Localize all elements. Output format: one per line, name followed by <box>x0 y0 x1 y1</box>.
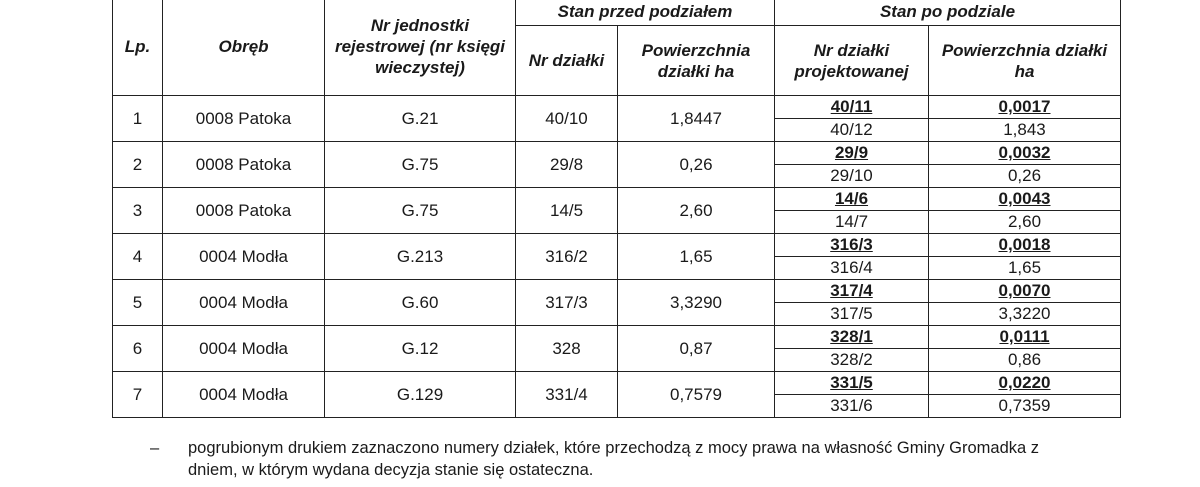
footnote-text: pogrubionym drukiem zaznaczono numery działek, które przechodzą z mocy prawa na własność Gminy Gromadka z dniem, w którym wydana decyzja stanie się ostateczna. <box>188 439 1040 479</box>
header-nr-dzialki: Nr działki <box>516 26 618 96</box>
cell-pow-po-remaining: 3,3220 <box>929 303 1121 326</box>
cell-pow-przed: 2,60 <box>618 188 775 234</box>
table-body <box>113 96 1121 418</box>
cell-nr-po-transferred: 328/1 <box>775 326 929 349</box>
cell-obreb: 0004 Modła <box>163 326 325 372</box>
cell-pow-po-transferred: 0,0070 <box>929 280 1121 303</box>
header-powierzchnia-przed: Powierzchnia działki ha <box>618 26 775 96</box>
cell-lp: 6 <box>113 326 163 372</box>
cell-obreb: 0004 Modła <box>163 280 325 326</box>
footnote-dash: – <box>150 439 160 457</box>
cell-nr-po-remaining: 317/5 <box>775 303 929 326</box>
cell-nr-po-transferred: 40/11 <box>775 96 929 119</box>
cell-nr-po-transferred: 316/3 <box>775 234 929 257</box>
cell-nr-po-remaining: 14/7 <box>775 211 929 234</box>
cell-nr-po-remaining: 40/12 <box>775 119 929 142</box>
cell-pow-po-remaining: 0,86 <box>929 349 1121 372</box>
cell-pow-przed: 0,7579 <box>618 372 775 418</box>
cell-nr-po-transferred: 14/6 <box>775 188 929 211</box>
cell-lp: 1 <box>113 96 163 142</box>
cell-nr-po-transferred: 29/9 <box>775 142 929 165</box>
cell-pow-po-transferred: 0,0043 <box>929 188 1121 211</box>
cell-jednostka: G.213 <box>325 234 516 280</box>
cell-jednostka: G.129 <box>325 372 516 418</box>
cell-pow-po-transferred: 0,0018 <box>929 234 1121 257</box>
cell-pow-po-transferred: 0,0017 <box>929 96 1121 119</box>
cell-nr-po-remaining: 331/6 <box>775 395 929 418</box>
cell-pow-przed: 1,8447 <box>618 96 775 142</box>
cell-pow-po-remaining: 2,60 <box>929 211 1121 234</box>
footnote <box>150 437 1070 481</box>
cell-pow-po-remaining: 1,843 <box>929 119 1121 142</box>
table-row <box>113 234 1121 257</box>
header-nr-jednostki: Nr jednostki rejestrowej (nr księgi wieczystej) <box>325 0 516 96</box>
cell-obreb: 0004 Modła <box>163 234 325 280</box>
cell-jednostka: G.21 <box>325 96 516 142</box>
cell-pow-przed: 1,65 <box>618 234 775 280</box>
cell-pow-po-remaining: 0,7359 <box>929 395 1121 418</box>
cell-lp: 5 <box>113 280 163 326</box>
header-obreb: Obręb <box>163 0 325 96</box>
cell-nr-po-remaining: 328/2 <box>775 349 929 372</box>
cell-obreb: 0008 Patoka <box>163 188 325 234</box>
cell-pow-przed: 0,26 <box>618 142 775 188</box>
header-nr-dzialki-projektowanej: Nr działki projektowanej <box>775 26 929 96</box>
cell-lp: 7 <box>113 372 163 418</box>
table-row <box>113 280 1121 303</box>
cell-obreb: 0004 Modła <box>163 372 325 418</box>
table-row <box>113 188 1121 211</box>
cell-pow-przed: 3,3290 <box>618 280 775 326</box>
table-row <box>113 326 1121 349</box>
cell-obreb: 0008 Patoka <box>163 96 325 142</box>
cell-pow-po-transferred: 0,0032 <box>929 142 1121 165</box>
cell-jednostka: G.75 <box>325 188 516 234</box>
table-row <box>113 142 1121 165</box>
cell-pow-przed: 0,87 <box>618 326 775 372</box>
cell-nr-przed: 40/10 <box>516 96 618 142</box>
cell-nr-przed: 331/4 <box>516 372 618 418</box>
cell-nr-po-transferred: 331/5 <box>775 372 929 395</box>
cell-nr-po-remaining: 29/10 <box>775 165 929 188</box>
cell-nr-przed: 29/8 <box>516 142 618 188</box>
parcel-division-table <box>112 0 1121 418</box>
cell-pow-po-transferred: 0,0220 <box>929 372 1121 395</box>
cell-nr-po-transferred: 317/4 <box>775 280 929 303</box>
cell-nr-po-remaining: 316/4 <box>775 257 929 280</box>
cell-nr-przed: 14/5 <box>516 188 618 234</box>
cell-jednostka: G.60 <box>325 280 516 326</box>
header-stan-przed: Stan przed podziałem <box>516 0 775 26</box>
cell-lp: 2 <box>113 142 163 188</box>
cell-lp: 3 <box>113 188 163 234</box>
cell-pow-po-remaining: 0,26 <box>929 165 1121 188</box>
table-row <box>113 96 1121 119</box>
header-powierzchnia-po: Powierzchnia działki ha <box>929 26 1121 96</box>
cell-jednostka: G.75 <box>325 142 516 188</box>
cell-jednostka: G.12 <box>325 326 516 372</box>
cell-nr-przed: 328 <box>516 326 618 372</box>
table-row <box>113 372 1121 395</box>
cell-nr-przed: 317/3 <box>516 280 618 326</box>
header-lp: Lp. <box>113 0 163 96</box>
header-stan-po: Stan po podziale <box>775 0 1121 26</box>
header-row-group <box>113 0 1121 26</box>
cell-obreb: 0008 Patoka <box>163 142 325 188</box>
cell-pow-po-remaining: 1,65 <box>929 257 1121 280</box>
cell-lp: 4 <box>113 234 163 280</box>
cell-nr-przed: 316/2 <box>516 234 618 280</box>
cell-pow-po-transferred: 0,0111 <box>929 326 1121 349</box>
